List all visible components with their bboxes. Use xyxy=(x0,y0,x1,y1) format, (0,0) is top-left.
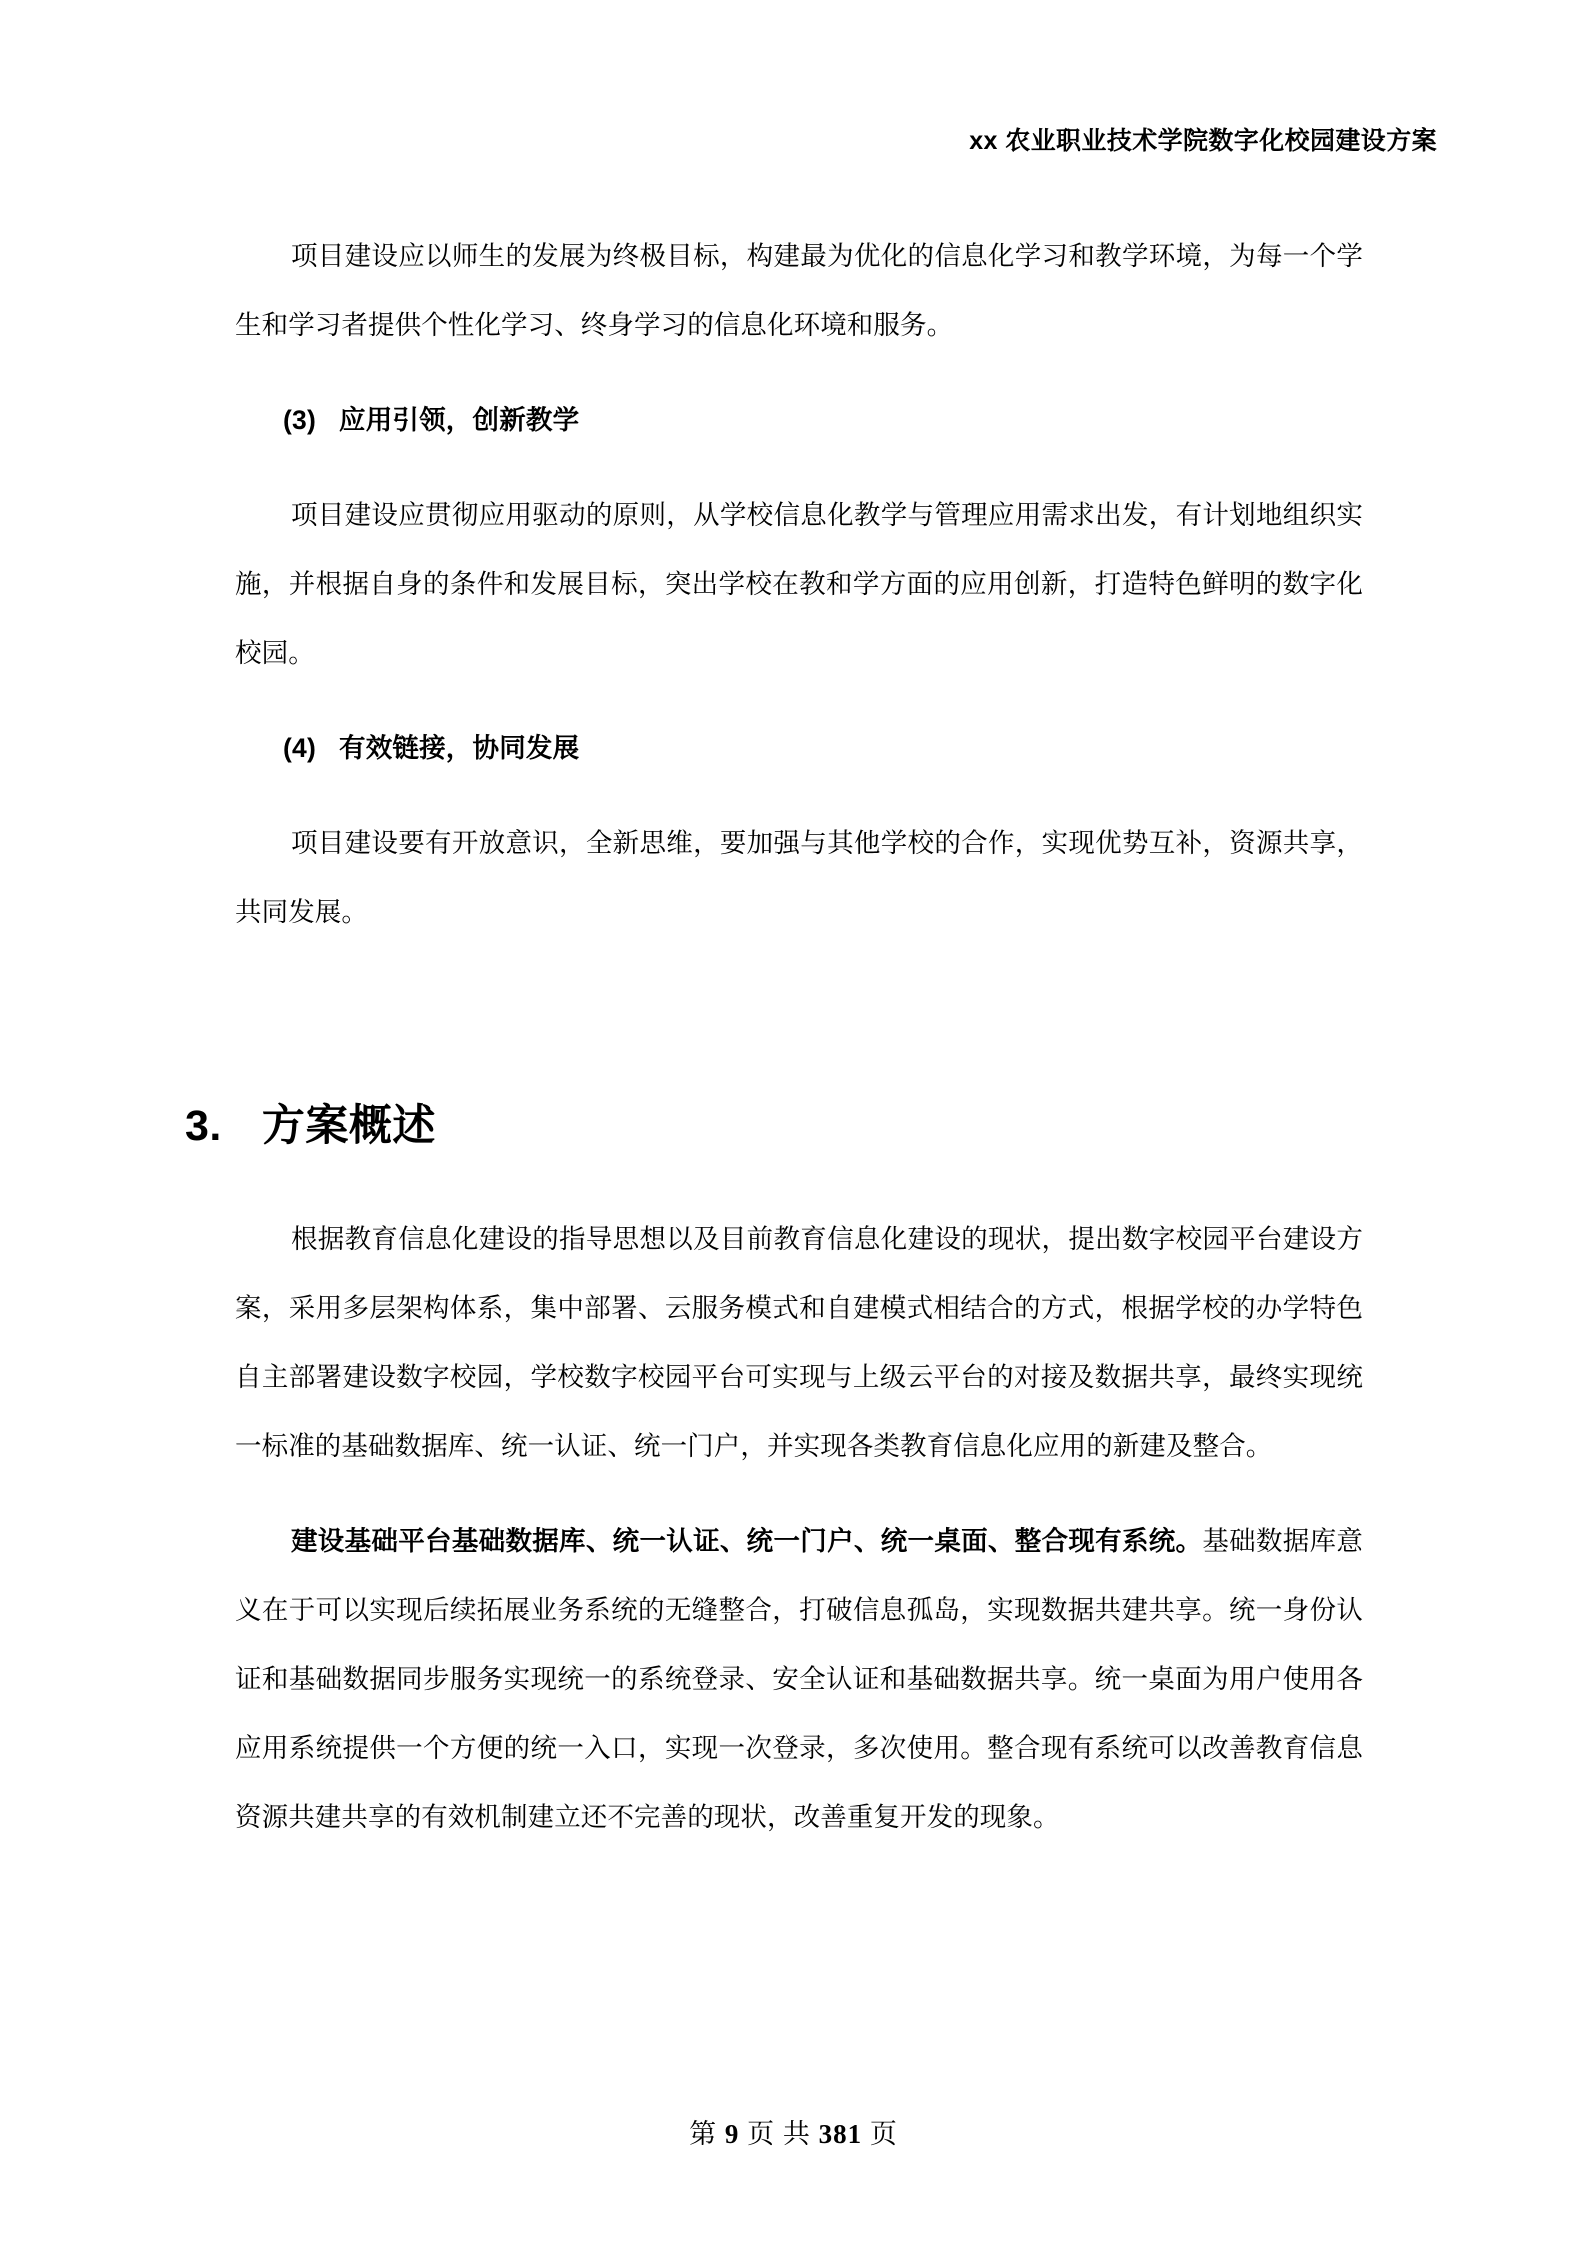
page-footer xyxy=(0,2112,1587,2151)
footer-suffix: 页 xyxy=(869,2119,898,2149)
section-number: 3. xyxy=(185,1102,222,1150)
section-heading-3 xyxy=(185,1092,436,1153)
paragraph-overview: 根据教育信息化建设的指导思想以及目前教育信息化建设的现状，提出数字校园平台建设方案，采用多层架构体系，集中部署、云服务模式和自建模式相结合的方式，根据学校的办学特色自主部署建设数字校园，学校数字校园平台可实现与上级云平台的对接及数据共享，最终实现统一标准的基础数据库、统一认证、统一门户，并实现各类教育信息化应用的新建及整合。 xyxy=(235,1224,1363,1461)
section-body-column xyxy=(235,1205,1363,1852)
sub-heading-4-number: (4) xyxy=(283,733,316,763)
spacer xyxy=(235,360,1363,386)
footer-middle: 页 共 xyxy=(747,2119,811,2149)
sub-heading-3 xyxy=(235,386,1363,455)
paragraph-project-goal: 项目建设应以师生的发展为终极目标，构建最为优化的信息化学习和教学环境，为每一个学生和学习者提供个性化学习、终身学习的信息化环境和服务。 xyxy=(235,241,1363,340)
footer-total-pages: 381 xyxy=(818,2119,863,2149)
sub-heading-4-label: 有效链接，协同发展 xyxy=(339,733,580,763)
running-header: xx 农业职业技术学院数字化校园建设方案 xyxy=(969,127,1437,155)
spacer xyxy=(235,1481,1363,1507)
paragraph-platform-build-bold-lead: 建设基础平台基础数据库、统一认证、统一门户、统一桌面、整合现有系统。 xyxy=(291,1526,1203,1556)
spacer xyxy=(235,455,1363,481)
paragraph-application-driven: 项目建设应贯彻应用驱动的原则，从学校信息化教学与管理应用需求出发，有计划地组织实施，并根据自身的条件和发展目标，突出学校在教和学方面的应用创新，打造特色鲜明的数字化校园。 xyxy=(235,500,1363,668)
paragraph-platform-build-rest: 基础数据库意义在于可以实现后续拓展业务系统的无缝整合，打破信息孤岛，实现数据共建共享。统一身份认证和基础数据同步服务实现统一的系统登录、安全认证和基础数据共享。统一桌面为用户使用各应用系统提供一个方便的统一入口，实现一次登录，多次使用。整合现有系统可以改善教育信息资源共建共享的有效机制建立还不完善的现状，改善重复开发的现象。 xyxy=(235,1526,1363,1832)
footer-page-number: 9 xyxy=(724,2119,740,2149)
paragraph-effective-link: 项目建设要有开放意识，全新思维，要加强与其他学校的合作，实现优势互补，资源共享，共同发展。 xyxy=(235,828,1363,927)
footer-prefix: 第 xyxy=(689,2119,718,2149)
spacer xyxy=(235,688,1363,714)
paragraph-platform-build xyxy=(235,1507,1363,1852)
sub-heading-4 xyxy=(235,714,1363,783)
spacer xyxy=(235,783,1363,809)
upper-body-column xyxy=(235,222,1363,947)
section-title: 方案概述 xyxy=(261,1102,436,1150)
sub-heading-3-number: (3) xyxy=(283,405,316,435)
sub-heading-3-label: 应用引领，创新教学 xyxy=(339,405,580,435)
